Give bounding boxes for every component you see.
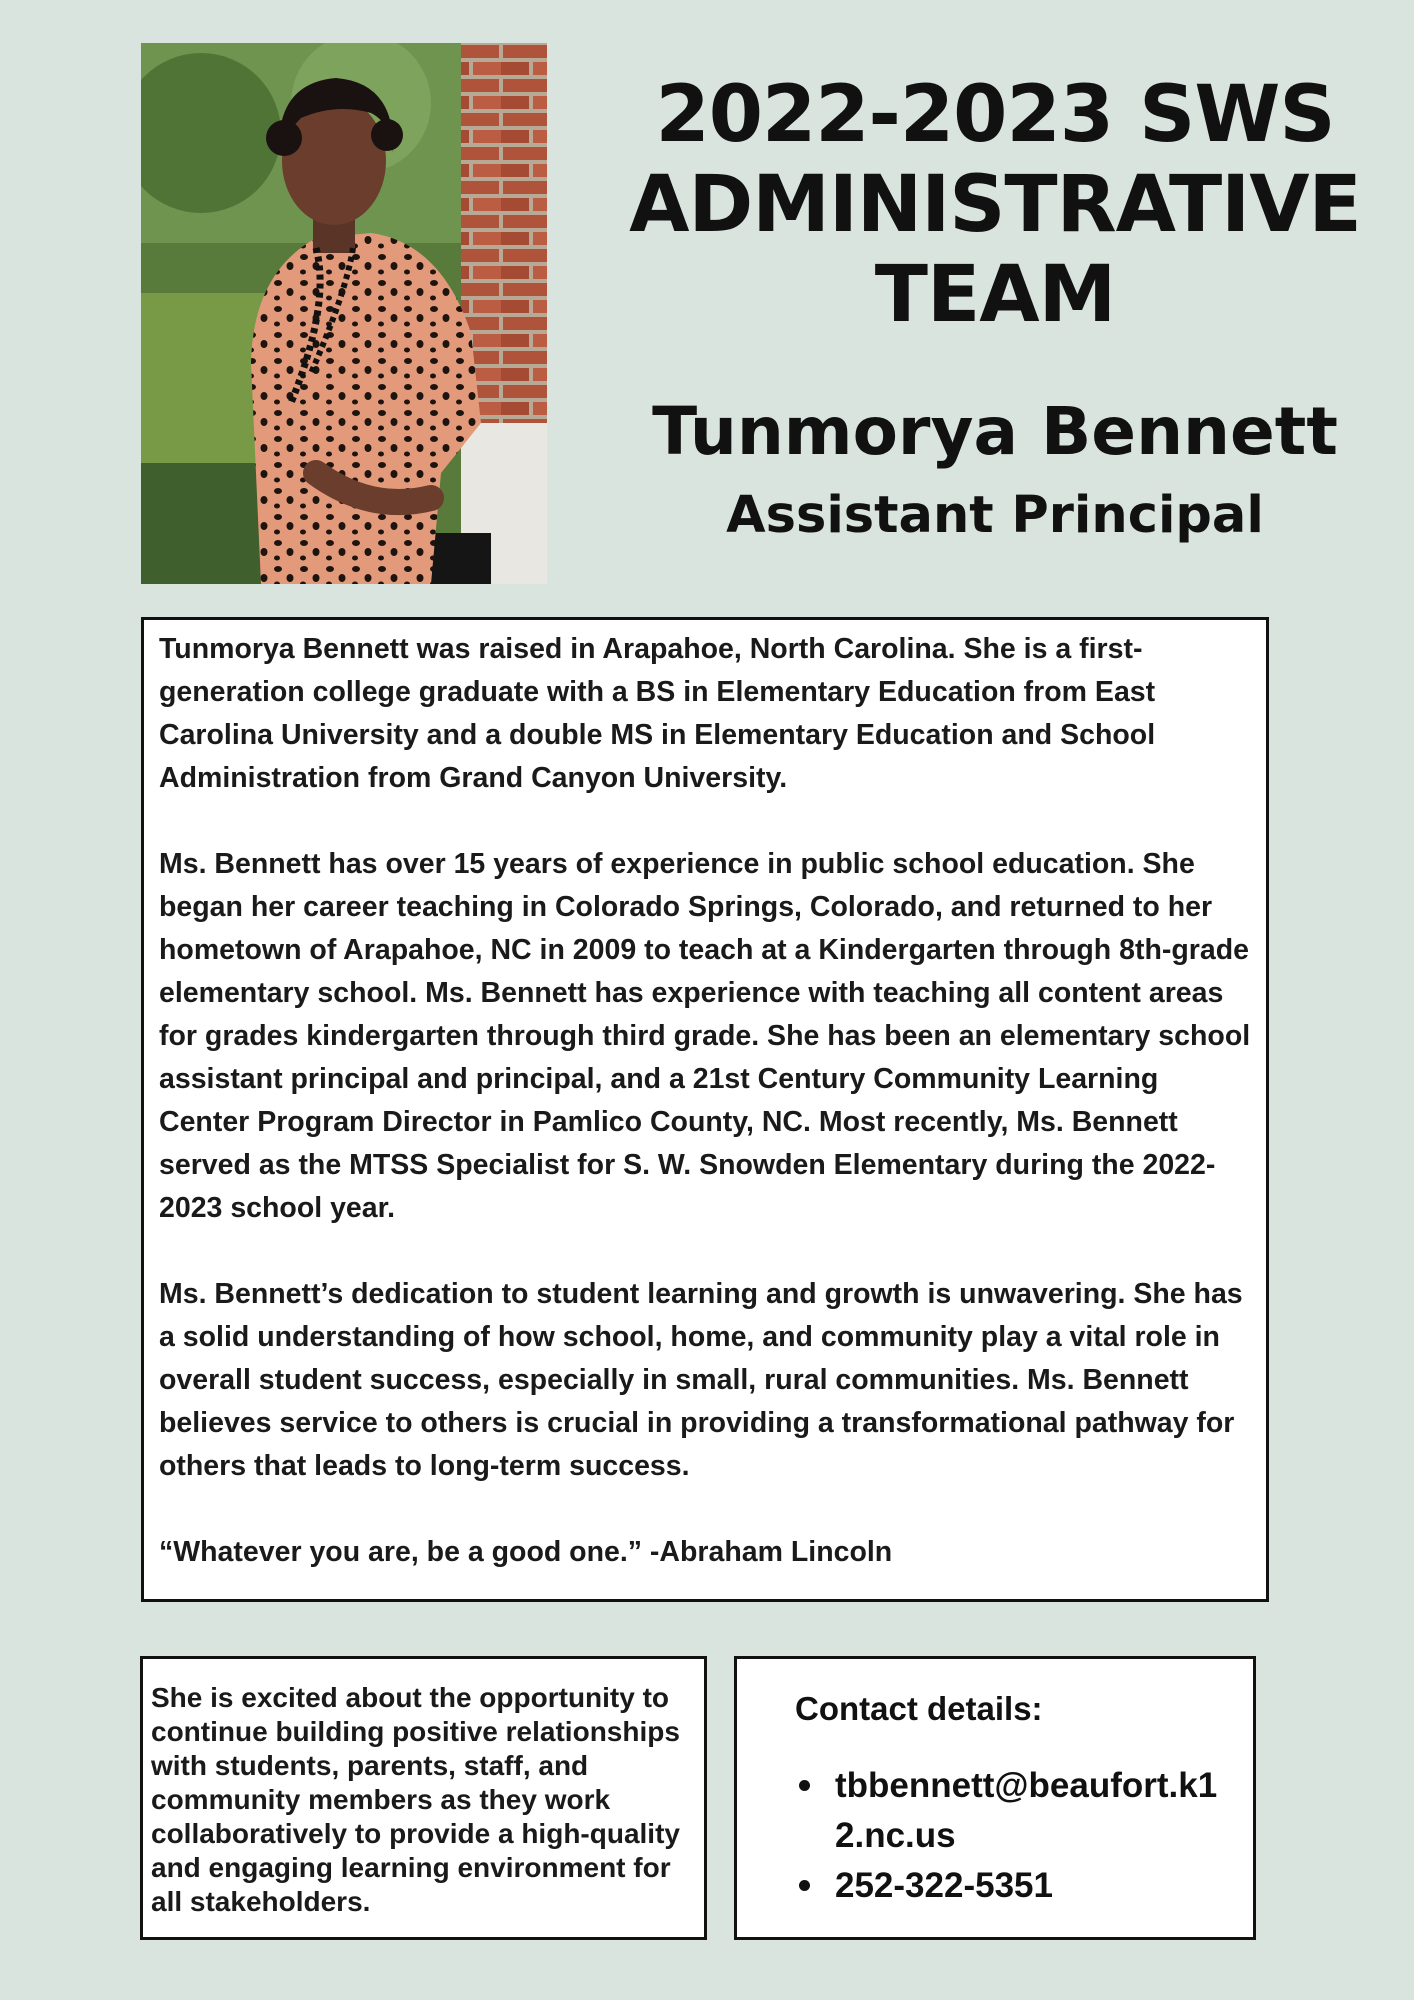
portrait-photo-icon [141,43,547,584]
contact-phone-item [795,1861,1243,1911]
title-line: TEAM [874,250,1116,340]
bio-paragraph: Ms. Bennett’s dedication to student learning and growth is unwavering. She has a solid understanding of how school, home, and community play a vital role in overall student success, especially in small, rural communities. Ms. Bennett believes service to others is crucial in providing a transformational pathway for others that leads to long-term success. [159,1278,1243,1482]
title-line: ADMINISTRATIVE [629,160,1361,250]
contact-list [795,1761,1243,1911]
header [600,70,1390,548]
page-title [600,70,1390,340]
contact-box [734,1656,1256,1940]
excited-text: She is excited about the opportunity to continue building positive relationships with students, parents, staff, and community members as they work collaboratively to provide a high-quality and engaging learning environment for all stakeholders. [151,1682,680,1917]
contact-phone[interactable]: 252-322-5351 [835,1866,1053,1905]
bio-box [141,617,1269,1602]
person-name: Tunmorya Bennett [652,393,1338,470]
person-role: Assistant Principal [726,486,1264,545]
portrait-photo [141,43,547,584]
contact-title: Contact details: [795,1690,1043,1727]
bio-quote: “Whatever you are, be a good one.” -Abraham Lincoln [159,1536,893,1568]
title-line: 2022-2023 SWS [655,70,1335,160]
bullet-icon [799,1780,810,1791]
contact-email[interactable]: tbbennett@beaufort.k12.nc.us [835,1766,1218,1855]
excited-box [140,1656,707,1940]
bio-paragraph: Tunmorya Bennett was raised in Arapahoe, North Carolina. She is a first-generation college graduate with a BS in Elementary Education from East Carolina University and a double MS in Elementary Education and School Administration from Grand Canyon University. [159,633,1156,794]
bio-paragraph: Ms. Bennett has over 15 years of experience in public school education. She began her career teaching in Colorado Springs, Colorado, and returned to her hometown of Arapahoe, NC in 2009 to teach at a Kindergarten through 8th-grade elementary school. Ms. Bennett has experience with teaching all content areas for grades kindergarten through third grade. She has been an elementary school assistant principal and principal, and a 21st Century Community Learning Center Program Director in Pamlico County, NC. Most recently, Ms. Bennett served as the MTSS Specialist for S. W. Snowden Elementary during the 2022-2023 school year. [159,848,1251,1224]
contact-email-item [795,1761,1243,1861]
bullet-icon [799,1880,810,1891]
